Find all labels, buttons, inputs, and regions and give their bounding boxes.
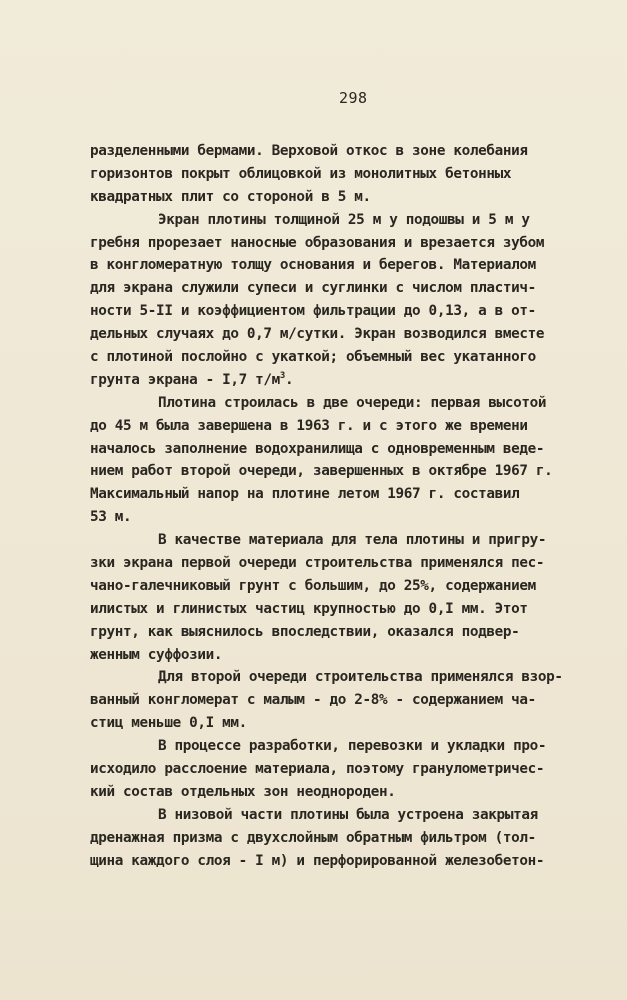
paragraph-start-line: В процессе разработки, перевозки и укладки про- [158, 738, 547, 755]
text-line: зки экрана первой очереди строительства применялся пес- [90, 555, 545, 572]
text-line: кий состав отдельных зон неоднороден. [90, 783, 396, 800]
text-line: женным суффозии. [90, 646, 223, 663]
text-line: грунт, как выяснилось впоследствии, оказался подвер- [90, 623, 520, 640]
cubic-superscript: 3 [279, 370, 285, 381]
text-line: илистых и глинистых частиц крупностью до 0,I мм. Этот [90, 600, 528, 617]
text-line: с плотиной послойно с укаткой; объемный вес укатанного [90, 349, 536, 366]
text-line: ванный конгломерат с малым - до 2-8% - содержанием ча- [90, 692, 536, 709]
text-line: в конгломератную толщу основания и берегов. Материалом [90, 257, 536, 274]
text-line: горизонтов покрыт облицовкой из монолитных бетонных [90, 165, 512, 182]
text-line: до 45 м была завершена в 1963 г. и с этого же времени [90, 417, 528, 434]
text-line: разделенными бермами. Верховой откос в зоне колебания [90, 143, 528, 159]
paragraph-start-line: В качестве материала для тела плотины и пригру- [158, 532, 547, 549]
sentence-period: . [285, 371, 294, 388]
text-line: щина каждого слоя - I м) и перфорированной железобетон- [90, 852, 545, 869]
text-line: 53 м. [90, 509, 132, 526]
text-line: Максимальный напор на плотине летом 1967 г. составил [90, 486, 520, 503]
text-line: чано-галечниковый грунт с большим, до 25%, содержанием [90, 577, 536, 594]
text-line: гребня прорезает наносные образования и врезается зубом [90, 234, 545, 251]
text-line: началось заполнение водохранилища с одновременным веде- [90, 440, 545, 457]
body-text [90, 140, 615, 873]
density-text: грунта экрана - I,7 т/м [90, 371, 280, 388]
text-line: ности 5-II и коэффициентом фильтрации до 0,13, а в от- [90, 303, 536, 320]
paragraph-start-line: Экран плотины толщиной 25 м у подошвы и 5 м у [158, 211, 530, 228]
text-line: дренажная призма с двухслойным обратным фильтром (тол- [90, 829, 536, 846]
text-line: для экрана служили супеси и суглинки с числом пластич- [90, 280, 536, 297]
paragraph-start-line: Для второй очереди строительства применялся взор- [158, 669, 563, 686]
paragraph-start-line: В низовой части плотины была устроена закрытая [158, 806, 538, 823]
text-line: дельных случаях до 0,7 м/сутки. Экран возводился вместе [90, 326, 545, 343]
page-number: 298 [339, 89, 368, 107]
text-line-with-superscript [90, 369, 615, 392]
text-line: исходило расслоение материала, поэтому гранулометричес- [90, 761, 545, 778]
paragraph-start-line: Плотина строилась в две очереди: первая высотой [158, 394, 547, 411]
text-line: стиц меньше 0,I мм. [90, 715, 247, 732]
text-line: нием работ второй очереди, завершенных в октябре 1967 г. [90, 463, 553, 480]
text-line: квадратных плит со стороной в 5 м. [90, 188, 371, 205]
